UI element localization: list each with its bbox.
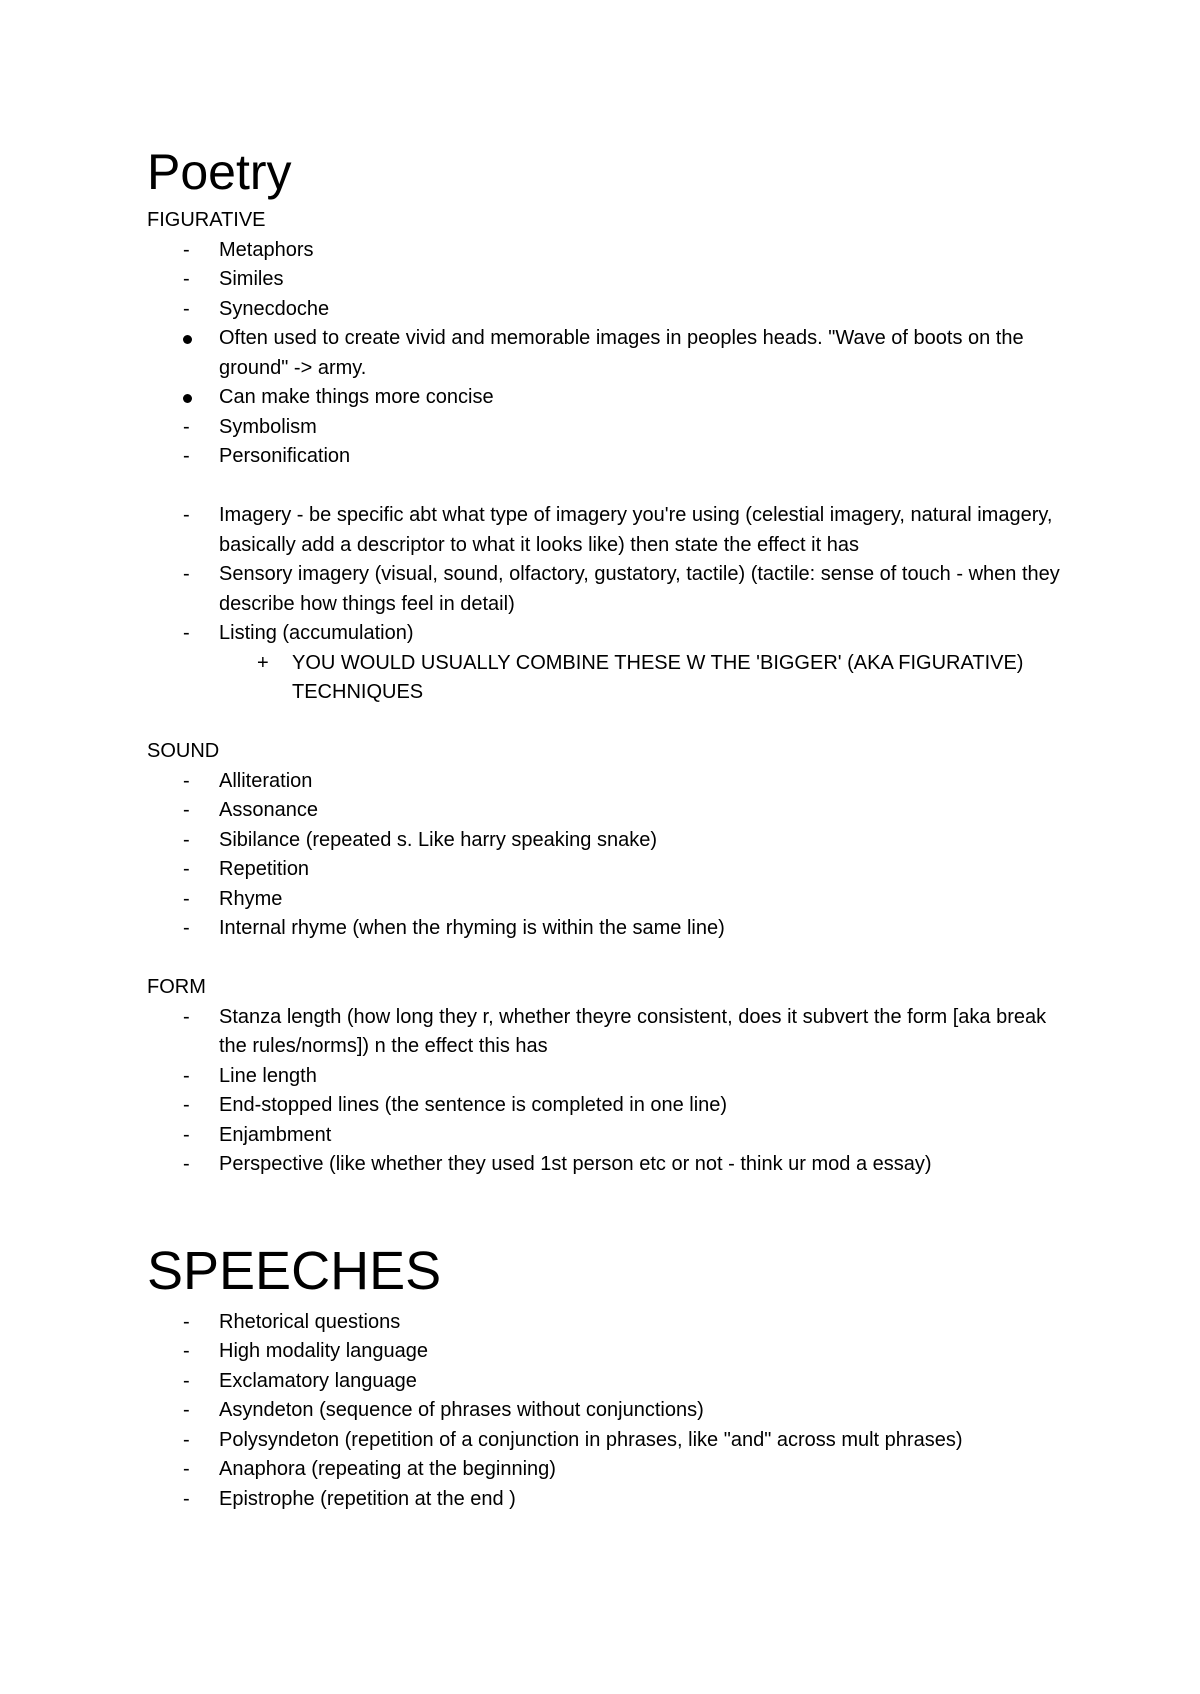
dash-marker: -	[183, 1310, 190, 1333]
list-item: - Imagery - be specific abt what type of imagery you're using (celestial imagery, natural imagery, basically add a descriptor to what it looks like) then state the effect it has	[147, 501, 1067, 560]
list-item: - Polysyndeton (repetition of a conjunction in phrases, like "and" across mult phrases)	[147, 1426, 1067, 1456]
list-item: - Rhyme	[147, 885, 1067, 915]
list-item: Can make things more concise	[219, 386, 494, 408]
dash-marker: -	[183, 1369, 190, 1392]
dash-marker: -	[183, 1064, 190, 1087]
page-title: Poetry	[147, 144, 292, 200]
figurative-list	[147, 236, 1067, 472]
list-item: - Repetition	[147, 855, 1067, 885]
dash-marker: -	[183, 1123, 190, 1146]
speeches-list	[147, 1308, 1067, 1515]
sound-list	[147, 767, 1067, 944]
list-item: - Internal rhyme (when the rhyming is within the same line)	[147, 914, 1067, 944]
list-item: - Synecdoche	[147, 295, 1067, 325]
dash-marker: -	[183, 1399, 190, 1421]
dash-marker: -	[183, 1094, 190, 1116]
list-item: - Assonance	[147, 796, 1067, 826]
blank-line	[147, 708, 1067, 738]
section-title-speeches: SPEECHES	[147, 1240, 442, 1301]
dash-marker: -	[183, 1153, 190, 1175]
dash-marker: -	[183, 1487, 190, 1510]
list-item: - Metaphors	[147, 236, 1067, 266]
blank-line	[147, 472, 1067, 502]
list-item: - Stanza length (how long they r, whether theyre consistent, does it subvert the form [aka break the rules/norms]) n the effect this has	[147, 1003, 1067, 1062]
list-item: - Sensory imagery (visual, sound, olfactory, gustatory, tactile) (tactile: sense of touch - when they describe how things feel in detail)	[147, 560, 1067, 619]
list-item: - Rhetorical questions	[147, 1308, 1067, 1338]
list-item: - Sibilance (repeated s. Like harry speaking snake)	[147, 826, 1067, 856]
list-item: - Alliteration	[147, 767, 1067, 797]
dash-marker: -	[183, 563, 190, 585]
dash-marker: -	[183, 415, 190, 438]
list-item: - Perspective (like whether they used 1st person etc or not - think ur mod a essay)	[147, 1150, 1067, 1180]
list-item: - Listing (accumulation)	[147, 619, 1067, 649]
dash-marker: -	[183, 799, 190, 821]
sub-list-item: + YOU WOULD USUALLY COMBINE THESE W THE 'BIGGER' (AKA FIGURATIVE) TECHNIQUES	[147, 649, 1067, 708]
section-heading-form: FORM	[147, 976, 206, 998]
dash-marker: -	[183, 828, 190, 851]
dash-marker: -	[183, 445, 190, 467]
section-heading-sound: SOUND	[147, 740, 220, 762]
dash-marker: -	[183, 504, 190, 526]
list-item: - End-stopped lines (the sentence is completed in one line)	[147, 1091, 1067, 1121]
list-item: - Epistrophe (repetition at the end )	[147, 1485, 1067, 1515]
list-item: - Anaphora (repeating at the beginning)	[147, 1455, 1067, 1485]
list-item: - Enjambment	[147, 1121, 1067, 1151]
dash-marker: -	[183, 238, 190, 261]
plus-marker: +	[257, 651, 269, 674]
list-item: - Personification	[147, 442, 1067, 472]
form-list	[147, 1003, 1067, 1180]
dash-marker: -	[183, 917, 190, 939]
blank-line	[147, 944, 1067, 974]
dash-marker: -	[183, 1458, 190, 1480]
list-item: - Asyndeton (sequence of phrases without conjunctions)	[147, 1396, 1067, 1426]
dash-marker: -	[183, 1005, 190, 1028]
list-item: - Symbolism	[147, 413, 1067, 443]
dash-marker: -	[183, 622, 190, 644]
list-item: - High modality language	[147, 1337, 1067, 1367]
list-item: Often used to create vivid and memorable images in peoples heads. "Wave of boots on the ground" -> army.	[219, 327, 1024, 379]
dash-marker: -	[183, 887, 190, 910]
figurative-list-continued	[147, 501, 1067, 708]
dash-marker: -	[183, 1340, 190, 1362]
dash-marker: -	[183, 1428, 190, 1451]
list-item: - Exclamatory language	[147, 1367, 1067, 1397]
list-item: - Line length	[147, 1062, 1067, 1092]
dash-marker: -	[183, 858, 190, 880]
list-item: - Similes	[147, 265, 1067, 295]
dash-marker: -	[183, 268, 190, 290]
dash-marker: -	[183, 769, 190, 792]
section-heading-figurative: FIGURATIVE	[147, 209, 266, 231]
dash-marker: -	[183, 297, 190, 320]
document-page	[147, 140, 1067, 1514]
